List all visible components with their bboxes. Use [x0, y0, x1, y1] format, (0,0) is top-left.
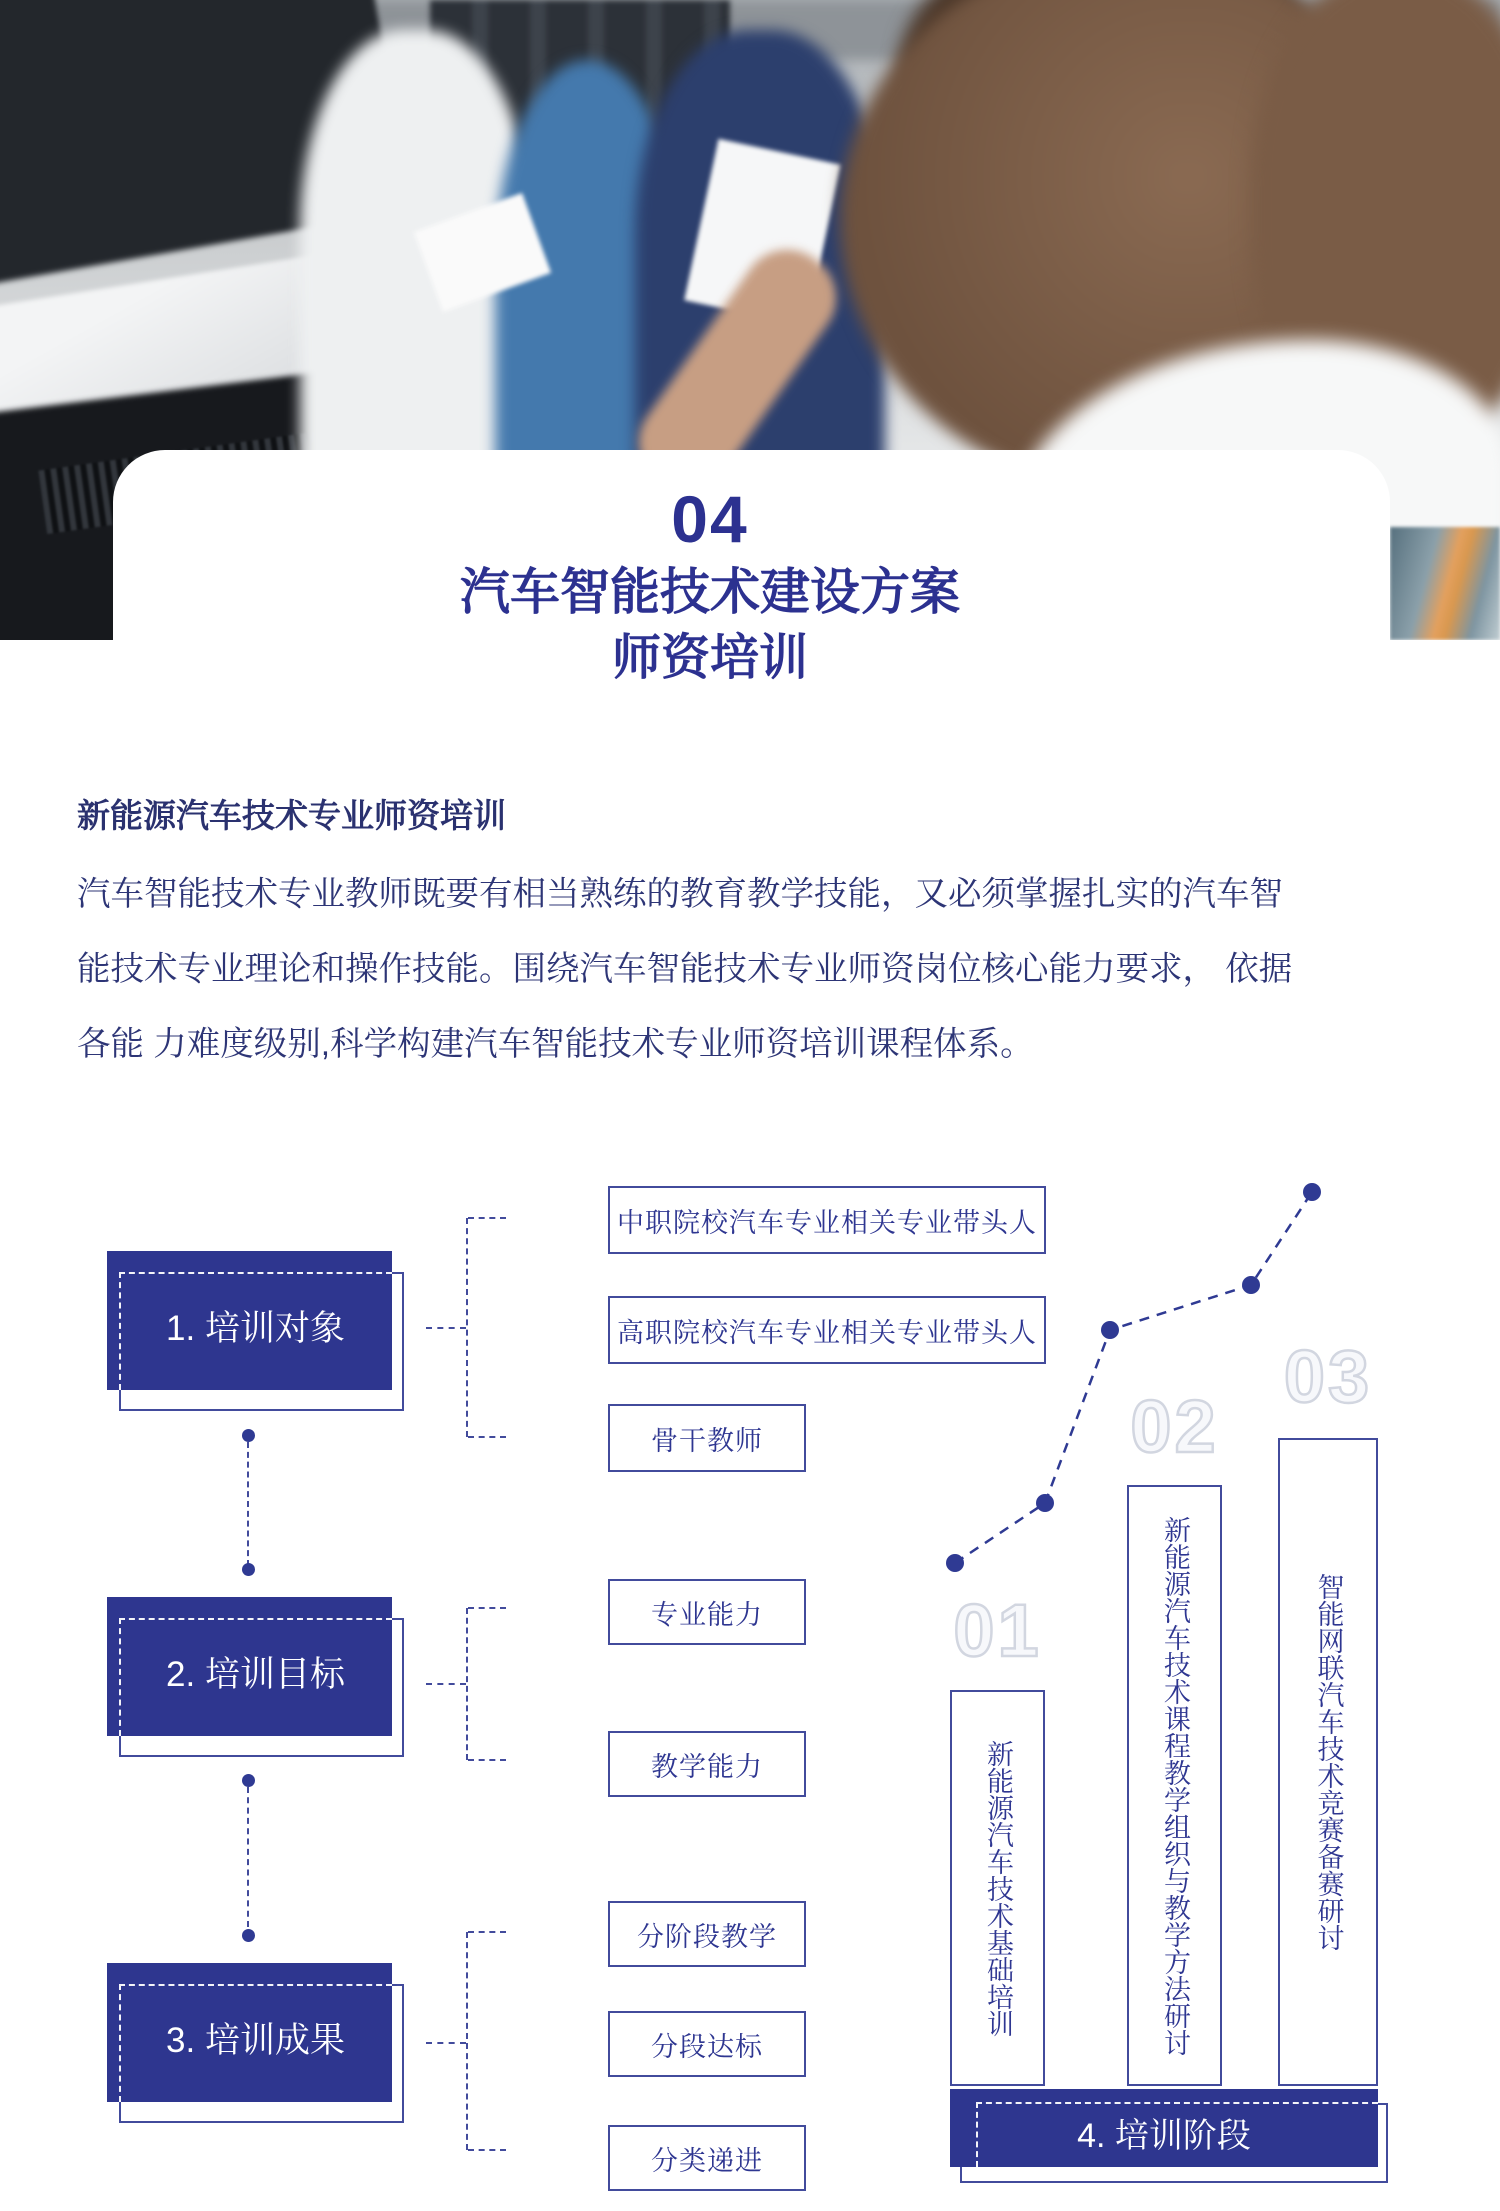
connector-dot	[242, 1774, 255, 1787]
stage-banner	[950, 2089, 1378, 2167]
stage-bar-label: 新能源汽车技术课程教学组织与教学方法研讨	[1160, 1515, 1191, 2056]
title-line-2: 师资培训	[611, 631, 808, 685]
stage-number: 03	[1283, 1335, 1373, 1418]
item-box: 中职院校汽车专业相关专业带头人	[608, 1186, 1046, 1254]
group-box-label: 1. 培训对象	[166, 1308, 345, 1348]
bracket-line	[466, 1218, 468, 1437]
item-box: 高职院校汽车专业相关专业带头人	[608, 1296, 1046, 1364]
stage-number: 02	[1130, 1385, 1219, 1468]
item-box: 专业能力	[608, 1579, 806, 1645]
stage-bar	[950, 1690, 1045, 2086]
connector-dot	[242, 1429, 255, 1442]
stage-bar	[1278, 1438, 1378, 2086]
title-line-1: 汽车智能技术建设方案	[460, 564, 960, 620]
intro-line: 各能 力难度级别,科学构建汽车智能技术专业师资培训课程体系。	[77, 1026, 1034, 1063]
bracket-stub	[468, 2149, 506, 2151]
stage-bar	[1127, 1485, 1222, 2086]
item-box: 分阶段教学	[608, 1901, 806, 1967]
intro-heading: 新能源汽车技术专业师资培训	[77, 797, 506, 834]
stage-number: 01	[953, 1589, 1042, 1672]
connector-dashed-line	[247, 1787, 249, 1927]
intro-line: 能技术专业理论和操作技能。围绕汽车智能技术专业师资岗位核心能力要求， 依据	[77, 951, 1293, 988]
bracket-line	[466, 1932, 468, 2150]
bracket-stub	[468, 1436, 506, 1438]
intro-line: 汽车智能技术专业教师既要有相当熟练的教育教学技能，又必须掌握扎实的汽车智	[77, 876, 1283, 913]
group-box-label: 2. 培训目标	[166, 1654, 345, 1694]
stage-banner-label: 4. 培训阶段	[1077, 2116, 1251, 2155]
item-box: 分段达标	[608, 2011, 806, 2077]
bracket-stub	[468, 1607, 506, 1609]
item-box: 教学能力	[608, 1731, 806, 1797]
group-box-training-goals	[107, 1597, 392, 1736]
group-box-label: 3. 培训成果	[166, 2020, 345, 2060]
connector-dot	[242, 1929, 255, 1942]
intro-paragraph	[77, 857, 1429, 1082]
group-box-training-outcomes	[107, 1963, 392, 2102]
bracket-stub	[426, 2042, 466, 2044]
bracket-stub	[468, 1931, 506, 1933]
stage-bar-label: 新能源汽车技术基础培训	[983, 1739, 1014, 2037]
bracket-stub	[468, 1759, 506, 1761]
intro-section	[77, 795, 1429, 1082]
bracket-stub	[468, 1217, 506, 1219]
bracket-line	[466, 1608, 468, 1760]
connector-dot	[242, 1563, 255, 1576]
page-title	[0, 482, 1420, 685]
item-box: 骨干教师	[608, 1404, 806, 1472]
connector-dashed-line	[247, 1442, 249, 1566]
section-number: 04	[671, 482, 749, 556]
group-box-training-targets	[107, 1251, 392, 1390]
bracket-stub	[426, 1683, 466, 1685]
item-box: 分类递进	[608, 2125, 806, 2191]
stage-bar-label: 智能网联汽车技术竞赛备赛研讨	[1313, 1573, 1344, 1951]
bracket-stub	[426, 1327, 466, 1329]
